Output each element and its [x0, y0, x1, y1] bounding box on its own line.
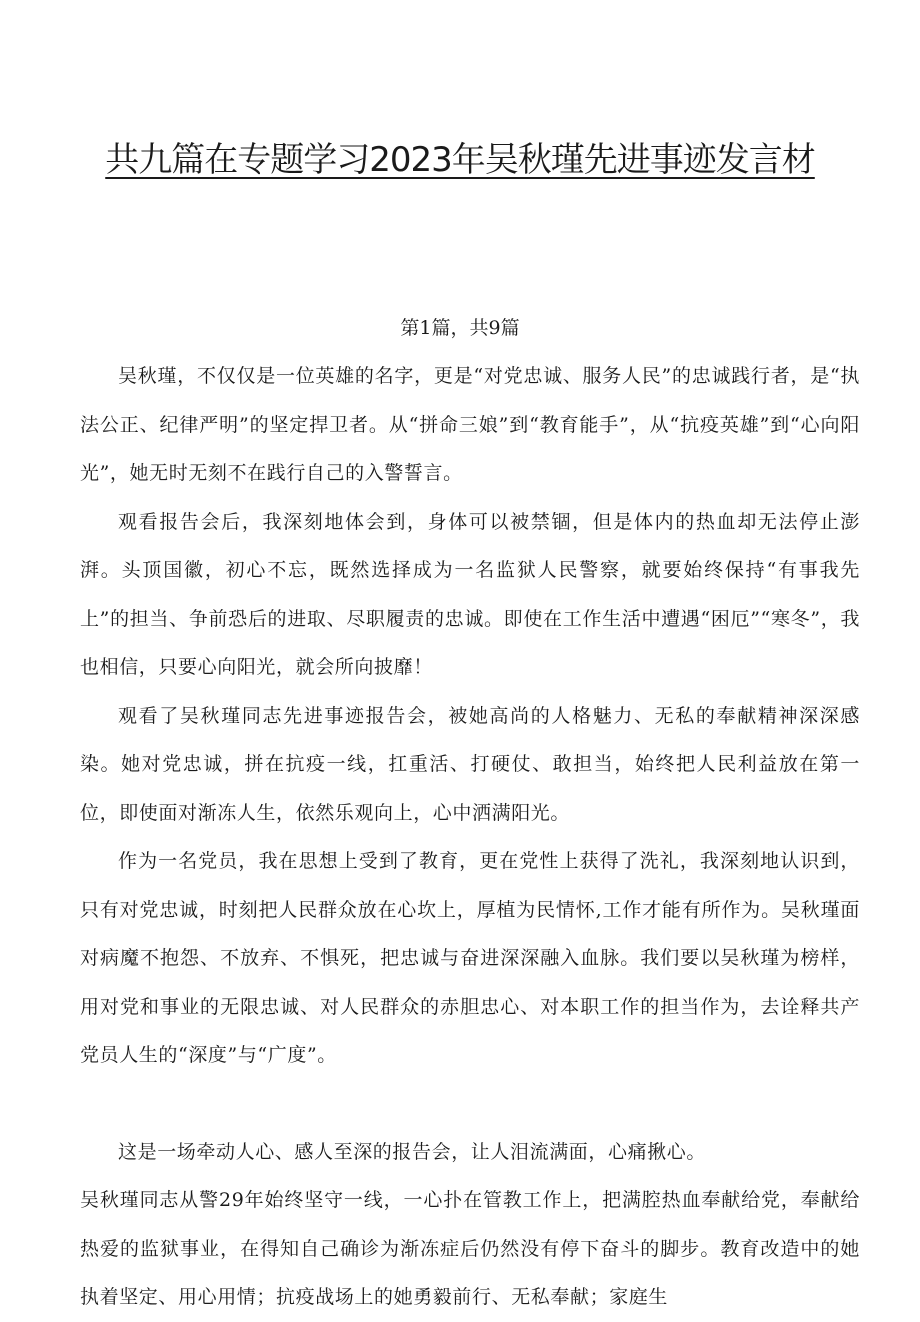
- document-title-text: 共九篇在专题学习2023年吴秋瑾先进事迹发言材: [105, 140, 815, 180]
- paragraph-gap: [80, 1080, 860, 1128]
- paragraph-5-body: 吴秋瑾同志从警29年始终坚守一线，一心扑在管教工作上，把满腔热血奉献给党，奉献给热爱的监狱事业，在得知自己确诊为渐冻症后仍然没有停下奋斗的脚步。教育改造中的她执着坚定、用心用情；抗疫战场上的她勇毅前行、无私奉献；家庭生: [80, 1189, 860, 1308]
- paragraph-3: 观看了吴秋瑾同志先进事迹报告会，被她高尚的人格魅力、无私的奉献精神深深感染。她对党忠诚，拼在抗疫一线，扛重活、打硬仗、敢担当，始终把人民利益放在第一位，即使面对渐冻人生，依然乐观向上，心中洒满阳光。: [80, 704, 860, 824]
- section-heading: 第1篇，共9篇: [400, 317, 520, 339]
- document-title: [0, 136, 920, 184]
- paragraph-5-intro: 这是一场牵动人心、感人至深的报告会，让人泪流满面，心痛揪心。: [118, 1140, 707, 1163]
- paragraph-1: 吴秋瑾，不仅仅是一位英雄的名字，更是“对党忠诚、服务人民”的忠诚践行者，是“执法公正、纪律严明”的坚定捍卫者。从“拼命三娘”到“教育能手”，从“抗疫英雄”到“心向阳光”，她无时无刻不在践行自己的入警誓言。: [80, 365, 860, 484]
- paragraph-2: 观看报告会后，我深刻地体会到，身体可以被禁锢，但是体内的热血却无法停止澎湃。头顶国徽，初心不忘，既然选择成为一名监狱人民警察，就要始终保持“有事我先上”的担当、争前恐后的进取、尽职履责的忠诚。即使在工作生活中遭遇“困厄”“寒冬”，我也相信，只要心向阳光，就会所向披靡！: [80, 510, 860, 678]
- document-body: [80, 352, 860, 1322]
- paragraph-4: 作为一名党员，我在思想上受到了教育，更在党性上获得了洗礼，我深刻地认识到，只有对党忠诚，时刻把人民群众放在心坎上，厚植为民情怀,工作才能有所作为。吴秋瑾面对病魔不抱怨、不放弃、不惧死，把忠诚与奋进深深融入血脉。我们要以吴秋瑾为榜样，用对党和事业的无限忠诚、对人民群众的赤胆忠心、对本职工作的担当作为，去诠释共产党员人生的“深度”与“广度”。: [80, 850, 860, 1066]
